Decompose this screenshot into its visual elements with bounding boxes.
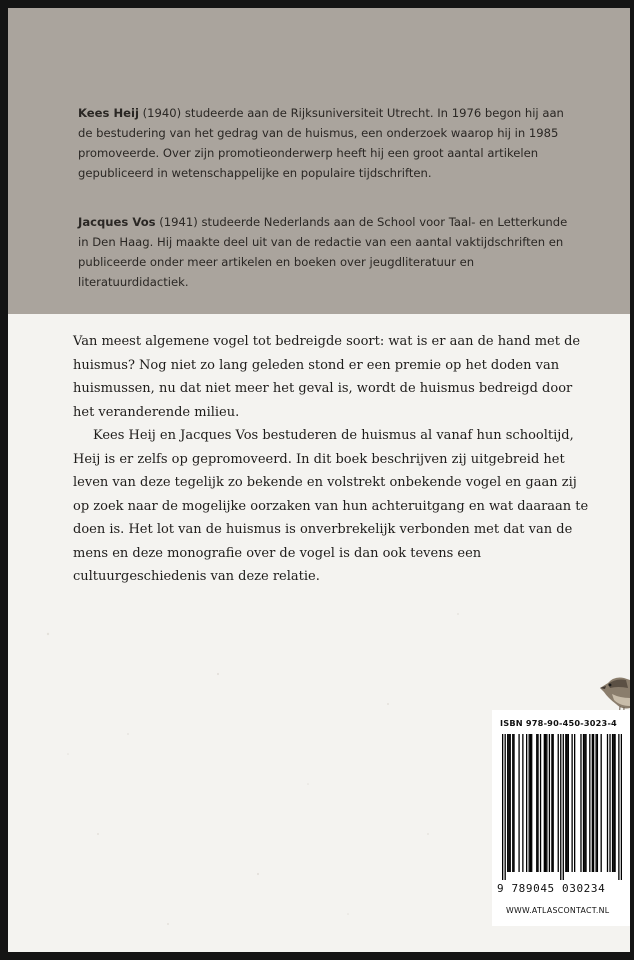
barcode-bar [595, 734, 596, 872]
barcode-bar [592, 734, 593, 872]
isbn-label: ISBN 978-90-450-3023-4 [500, 718, 617, 728]
barcode-bar [563, 734, 564, 880]
barcode-bar [597, 734, 598, 872]
barcode-bar [540, 734, 541, 872]
author-bio-jacques-vos [78, 212, 578, 292]
author-name: Jacques Vos [78, 215, 156, 229]
barcode-bar [589, 734, 590, 872]
publisher-url: WWW.ATLASCONTACT.NL [506, 906, 610, 915]
barcode-bar [531, 734, 532, 872]
barcode-bar [607, 734, 608, 872]
barcode-bar [612, 734, 613, 872]
barcode-bar [584, 734, 585, 872]
barcode-bar [571, 734, 572, 872]
barcode-bar [544, 734, 545, 872]
barcode-bar [583, 734, 584, 872]
barcode-bar [513, 734, 514, 872]
author-bio-text: (1941) studeerde Nederlands aan de School voor Taal- en Letterkunde in Den Haag. Hij maakte deel uit van de redactie van een aantal vaktijdschriften en publiceerde onder meer artikelen en boeken over jeugdliteratuur en literatuurdidactiek. [78, 215, 568, 289]
barcode-bar [536, 734, 537, 872]
barcode-bar [553, 734, 554, 872]
barcode-bar [522, 734, 523, 872]
barcode-bar [593, 734, 594, 872]
barcode-bar [512, 734, 513, 872]
barcode-bar [560, 734, 561, 880]
barcode-bar [568, 734, 569, 872]
author-bio-band [8, 8, 630, 314]
blurb-paragraph-1: Van meest algemene vogel tot bedreigde soort: wat is er aan de hand met de huismus? Nog niet zo lang geleden stond er een premie op het doden van huismussen, nu dat niet meer het geval is, wordt de huismus bedreigd door het veranderende milieu. [73, 334, 581, 420]
barcode-bar [526, 734, 527, 872]
author-bio-kees-heij [78, 103, 578, 183]
barcode-bars [502, 734, 622, 880]
book-back-cover [8, 8, 630, 952]
barcode-bar [549, 734, 550, 872]
author-bio-text: (1940) studeerde aan de Rijksuniversiteit Utrecht. In 1976 begon hij aan de bestudering van het gedrag van de huismus, een onderzoek waarop hij in 1985 promoveerde. Over zijn promotieonderwerp heeft hij een groot aantal artikelen gepubliceerd in wetenschappelijke en populaire tijdschriften. [78, 106, 564, 180]
barcode-bar [529, 734, 530, 872]
barcode-bar [537, 734, 538, 872]
barcode-digits: 9 789045 030234 [497, 882, 606, 895]
barcode-bar [609, 734, 610, 872]
blurb-paragraph-2: Kees Heij en Jacques Vos bestuderen de huismus al vanaf hun schooltijd, Heij is er zelfs op gepromoveerd. In dit boek beschrijven zij uitgebreid het leven van deze tegelijk zo bekende en volstrekt onbekende vogel en gaan zij op zoek naar de mogelijke oorzaken van hun achteruitgang en wat daaraan te doen is. Het lot van de huismus is onverbrekelijk verbonden met dat van de mens en deze monografie over de vogel is dan ook tevens een cultuurgeschiedenis van deze relatie. [73, 428, 589, 584]
barcode-bar [621, 734, 622, 880]
barcode-bar [546, 734, 547, 872]
barcode-bar [580, 734, 581, 872]
author-name: Kees Heij [78, 106, 139, 120]
barcode-bar [508, 734, 509, 872]
barcode-bar [613, 734, 614, 872]
barcode-bar [551, 734, 552, 872]
barcode-bar [565, 734, 566, 872]
barcode-bar [566, 734, 567, 872]
barcode-area [492, 710, 630, 926]
barcode-bar [614, 734, 615, 872]
barcode-bar [510, 734, 511, 872]
barcode-bar [530, 734, 531, 872]
barcode-bar [618, 734, 619, 880]
barcode-bar [505, 734, 506, 880]
barcode-bar [585, 734, 586, 872]
barcode-bar [545, 734, 546, 872]
barcode-bar [502, 734, 503, 880]
barcode-bar [518, 734, 519, 872]
barcode-bar [558, 734, 559, 872]
barcode-bar [574, 734, 575, 872]
barcode-bar [507, 734, 508, 872]
barcode-bar [601, 734, 602, 872]
